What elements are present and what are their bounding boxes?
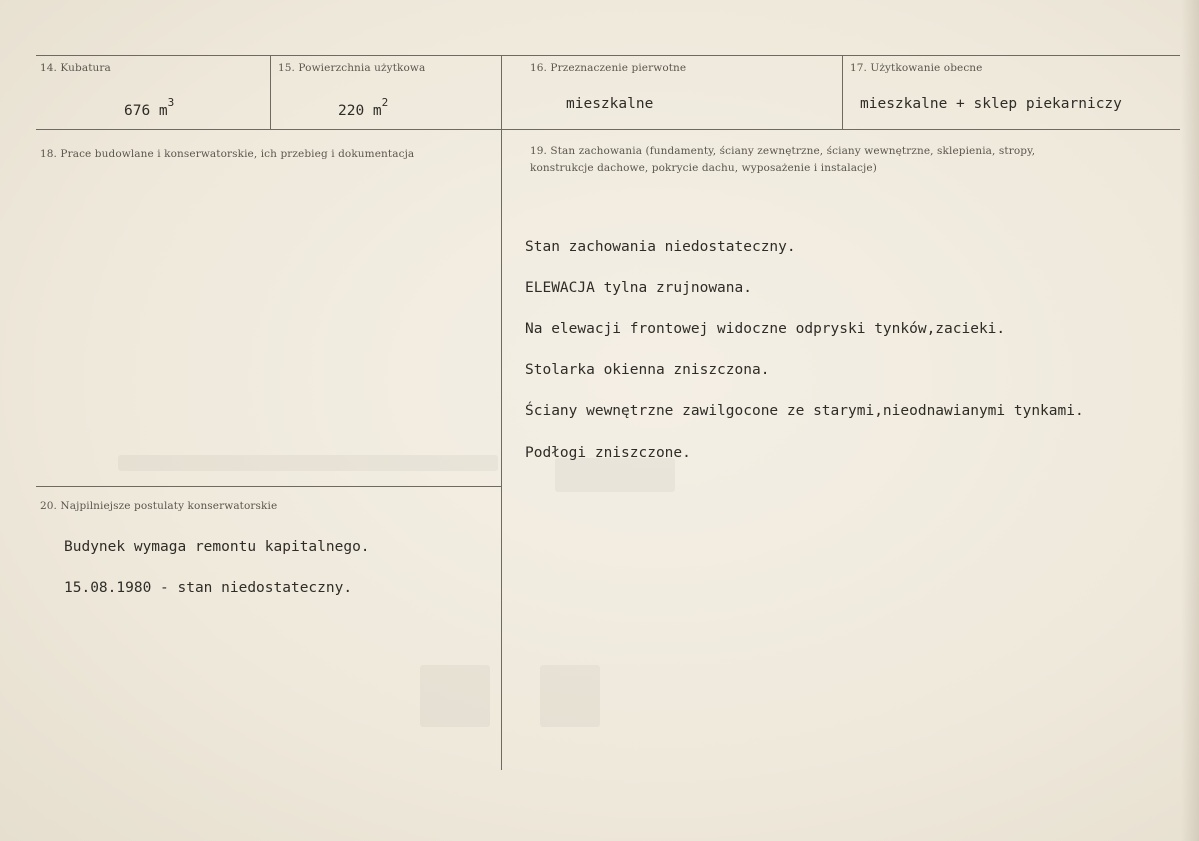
field-20-label: 20. Najpilniejsze postulaty konserwatorskie (40, 500, 278, 512)
bleed-through-mark (420, 665, 490, 727)
field-15-value: 220 $m^2$ (338, 96, 389, 119)
field-14-value: 676 $m^3$ (124, 96, 175, 119)
text-line: 15.08.1980 - stan niedostateczny. (64, 579, 353, 596)
field-19-text (525, 216, 1084, 484)
text-line: Na elewacji frontowej widoczne odpryski tynków,zacieki. (525, 320, 1006, 337)
text-line: Ściany wewnętrzne zawilgocone ze starymi,nieodnawianymi tynkami. (525, 403, 1084, 420)
text-line: Budynek wymaga remontu kapitalnego. (64, 538, 370, 555)
bleed-through-mark (118, 455, 498, 471)
text-line: Podłogi zniszczone. (525, 444, 691, 461)
rule-row2-bottom (36, 486, 501, 487)
field-16-value: mieszkalne (566, 96, 654, 112)
text-line: ELEWACJA tylna zrujnowana. (525, 279, 752, 296)
field-20-text (64, 516, 370, 619)
text-line: Stolarka okienna zniszczona. (525, 362, 770, 379)
field-17-value: mieszkalne + sklep piekarniczy (860, 96, 1122, 112)
field-16-label: 16. Przeznaczenie pierwotne (530, 62, 687, 74)
field-18-label: 18. Prace budowlane i konserwatorskie, ich przebieg i dokumentacja (40, 148, 415, 160)
card-edge (1181, 0, 1199, 841)
text-line: Stan zachowania niedostateczny. (525, 238, 796, 255)
divider-14-15 (270, 55, 271, 129)
divider-center (501, 55, 502, 770)
divider-16-17 (842, 55, 843, 129)
rule-top (36, 55, 1180, 56)
rule-row1-bottom (36, 129, 1180, 130)
field-14-label: 14. Kubatura (40, 62, 111, 74)
field-19-label: 19. Stan zachowania (fundamenty, ściany zewnętrzne, ściany wewnętrzne, sklepienia, stropy, konstrukcje dachowe, pokrycie dachu, wyposażenie i instalacje) (530, 145, 1036, 174)
bleed-through-mark (540, 665, 600, 727)
field-17-label: 17. Użytkowanie obecne (850, 62, 983, 74)
field-15-label: 15. Powierzchnia użytkowa (278, 62, 426, 74)
